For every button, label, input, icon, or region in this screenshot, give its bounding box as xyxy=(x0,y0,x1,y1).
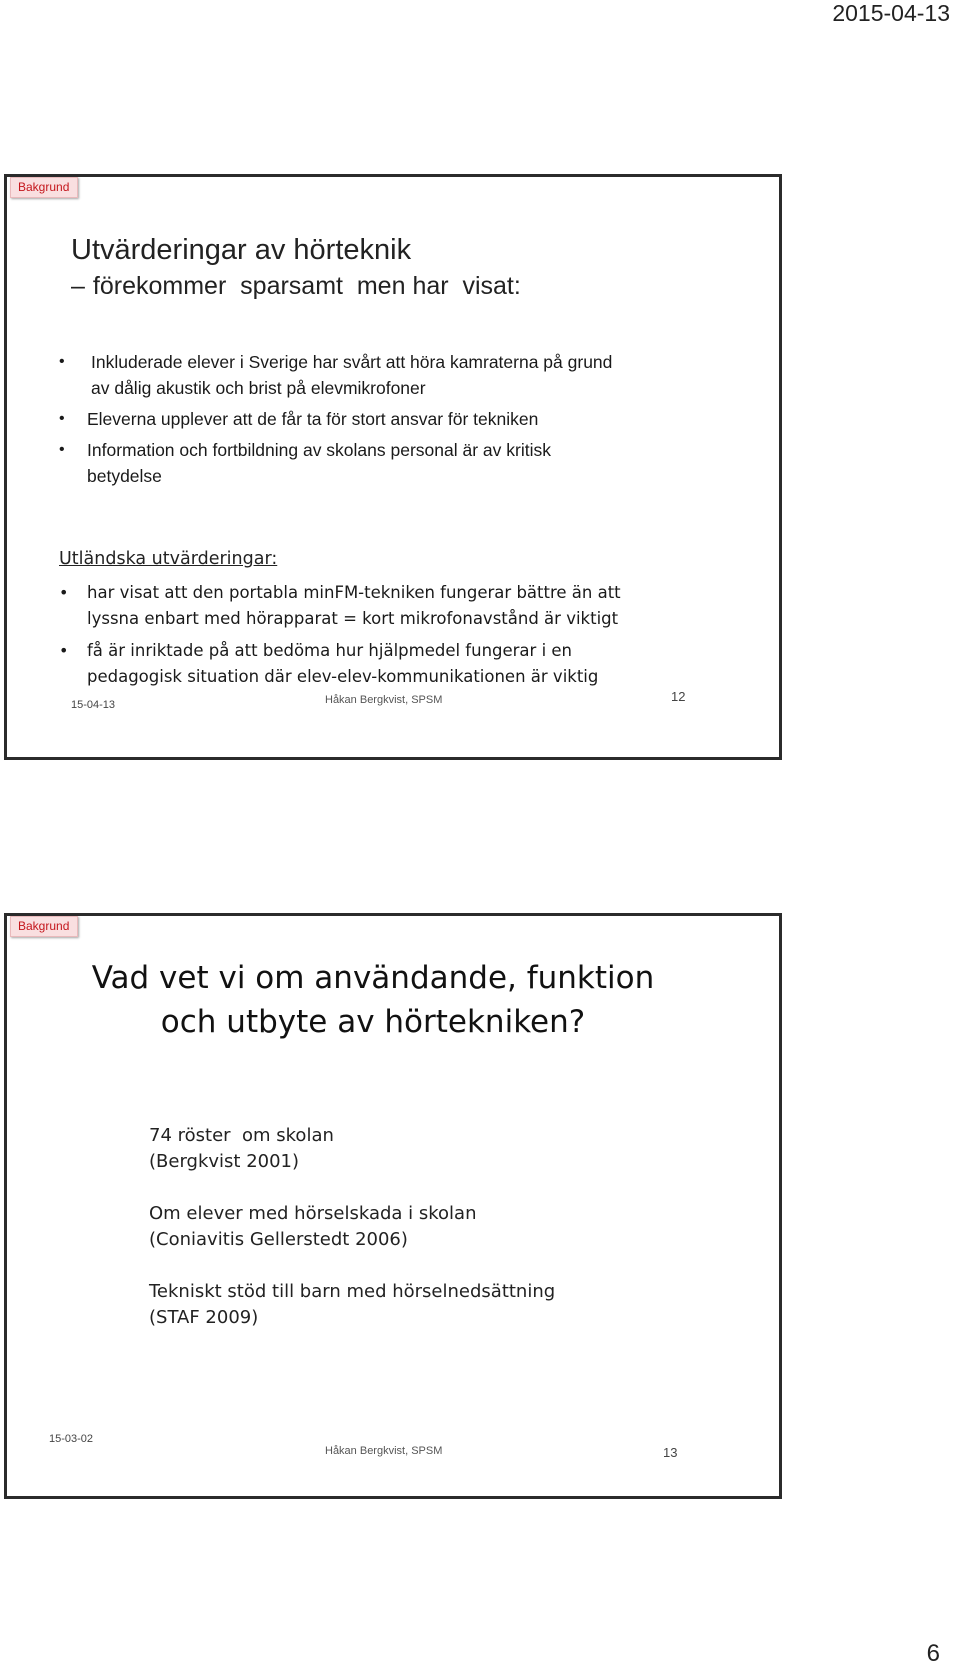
slide-footer-date: 15-04-13 xyxy=(71,699,116,711)
bullet-line: • få är inriktade på att bedöma hur hjälpmedel fungerar i en xyxy=(87,641,573,660)
slide-footer-author: Håkan Bergkvist, SPSM xyxy=(325,694,443,706)
page-number: 6 xyxy=(926,1640,940,1667)
list-item xyxy=(59,580,719,632)
reference-item xyxy=(149,1123,555,1175)
reference-source: (STAF 2009) xyxy=(149,1307,259,1328)
bullet-line: pedagogisk situation där elev-elev-kommunikationen är viktig xyxy=(87,667,599,686)
section-badge: Bakgrund xyxy=(10,916,78,937)
list-item xyxy=(59,437,719,489)
foreign-findings-list xyxy=(59,580,719,696)
bullet-line: lyssna enbart med hörapparat = kort mikrofonavstånd är viktigt xyxy=(87,609,619,628)
reference-title: Om elever med hörselskada i skolan xyxy=(149,1203,477,1224)
reference-item xyxy=(149,1279,555,1331)
slide-number: 13 xyxy=(663,1445,678,1460)
reference-source: (Bergkvist 2001) xyxy=(149,1151,300,1172)
bullet-line: • Inkluderade elever i Sverige har svårt att höra kamraterna på grund xyxy=(91,352,613,372)
slide-footer-date: 15-03-02 xyxy=(49,1433,94,1445)
page-header-date: 2015-04-13 xyxy=(832,0,950,26)
slide-12 xyxy=(4,174,782,760)
findings-list xyxy=(59,349,719,494)
bullet-line: • har visat att den portabla minFM-tekniken fungerar bättre än att xyxy=(87,583,621,602)
reference-list xyxy=(149,1123,555,1357)
subtitle-dash: – xyxy=(71,272,85,300)
section-badge: Bakgrund xyxy=(10,177,78,198)
bullet-line: • Eleverna upplever att de får ta för stort ansvar för tekniken xyxy=(87,409,539,429)
slide-title xyxy=(7,956,779,1044)
bullet-line: av dålig akustik och brist på elevmikrofoner xyxy=(91,378,426,398)
slide-footer-author: Håkan Bergkvist, SPSM xyxy=(325,1445,443,1457)
section-heading: Utländska utvärderingar: xyxy=(59,549,278,569)
reference-title: 74 röster om skolan xyxy=(149,1125,334,1146)
title-line: och utbyte av hörtekniken? xyxy=(160,1004,586,1040)
slide-number: 12 xyxy=(671,689,686,704)
subtitle-text: förekommer sparsamt men har visat: xyxy=(92,272,521,300)
slide-13 xyxy=(4,913,782,1499)
title-line: Vad vet vi om användande, funktion xyxy=(91,960,655,996)
list-item xyxy=(59,406,719,432)
reference-title: Tekniskt stöd till barn med hörselnedsättning xyxy=(149,1281,556,1302)
slide-title: Utvärderingar av hörteknik xyxy=(71,234,412,266)
reference-source: (Coniavitis Gellerstedt 2006) xyxy=(149,1229,408,1250)
reference-item xyxy=(149,1201,555,1253)
list-item xyxy=(59,349,719,401)
list-item xyxy=(59,638,719,690)
bullet-line: • Information och fortbildning av skolans personal är av kritisk xyxy=(87,440,551,460)
bullet-line: betydelse xyxy=(87,466,162,486)
slide-subtitle xyxy=(71,272,521,301)
